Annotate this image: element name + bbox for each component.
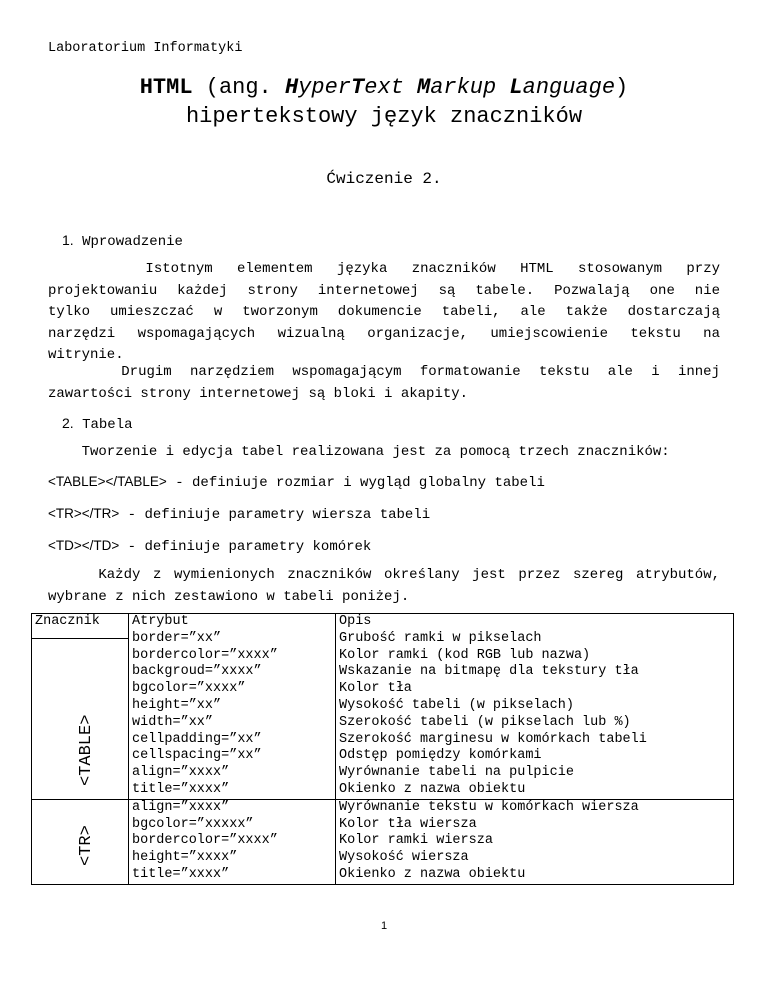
paragraph-line: projektowaniu każdej strony internetowej są tabele. Pozwalają one nie <box>48 282 720 299</box>
title-letter-h: H <box>284 75 299 100</box>
tag-cell-table <box>32 638 129 799</box>
description: Okienko z nazwa obiektu <box>339 866 526 882</box>
description: Kolor ramki (kod RGB lub nazwa) <box>339 647 591 663</box>
description: Kolor ramki wiersza <box>339 833 493 849</box>
tag-description: - definiuje parametry wiersza tabeli <box>119 507 431 523</box>
tag-name: <TR></TR> <box>48 506 120 521</box>
table-header-tag: Znacznik <box>32 614 129 639</box>
tag-label-table: <TABLE> <box>77 714 96 786</box>
title-arkup: arkup <box>430 75 510 100</box>
paragraph-attributes <box>48 565 720 608</box>
document-subtitle: hipertekstowy język znaczników <box>185 104 583 129</box>
document-title <box>0 75 768 100</box>
paragraph-table-intro: Tworzenie i edycja tabel realizowana jest za pomocą trzech znaczników: <box>48 444 670 460</box>
title-letter-l: L <box>509 75 523 100</box>
attribute: align=”xxxx” <box>132 799 230 815</box>
table-descriptions-tr-group <box>336 799 734 884</box>
paragraph-intro <box>48 259 720 367</box>
title-yper: yper <box>298 75 351 100</box>
title-ext: ext <box>364 75 417 100</box>
paragraph-line: witrynie. <box>48 347 124 363</box>
tag-label-tr: <TR> <box>77 824 96 866</box>
tag-cell-tr <box>32 799 129 884</box>
description: Okienko z nazwa obiektu <box>339 781 526 797</box>
description: Grubość ramki w pikselach <box>339 630 542 646</box>
paragraph-line: zawartości strony internetowej są bloki i akapity. <box>48 385 469 402</box>
attribute: title=”xxxx” <box>132 866 230 882</box>
tag-description: - definiuje rozmiar i wygląd globalny tabeli <box>166 475 545 491</box>
attribute: bordercolor=”xxxx” <box>132 833 278 849</box>
attribute: backgroud=”xxxx” <box>132 664 262 680</box>
description: Wyrównanie tabeli na pulpicie <box>339 765 574 781</box>
attribute: title=”xxxx” <box>132 781 230 797</box>
description: Szerokość marginesu w komórkach tabeli <box>339 731 647 747</box>
attribute: width=”xx” <box>132 714 214 730</box>
table-descriptions-table-group <box>336 614 734 800</box>
attribute: cellpadding=”xx” <box>132 731 262 747</box>
tag-line-table <box>48 474 545 491</box>
section-2-title: Tabela <box>82 417 133 433</box>
title-letter-t: T <box>350 75 365 100</box>
attribute: bgcolor=”xxxxx” <box>132 816 254 832</box>
table-header-desc: Opis <box>339 614 372 629</box>
title-letter-m: M <box>417 75 431 100</box>
section-2-number: 2. <box>62 415 74 431</box>
table-header-attr: Atrybut <box>132 614 189 629</box>
description: Odstęp pomiędzy komórkami <box>339 748 542 764</box>
tag-description: - definiuje parametry komórek <box>119 539 372 555</box>
description: Kolor tła wiersza <box>339 816 477 832</box>
section-1-heading <box>62 232 183 250</box>
tag-name: <TD></TD> <box>48 538 120 553</box>
attribute: align=”xxxx” <box>132 765 230 781</box>
paragraph-line: Drugim narzędziem wspomagającym formatowanie tekstu ale i innej <box>48 364 720 380</box>
section-1-title: Wprowadzenie <box>82 234 183 250</box>
attribute: height=”xxxx” <box>132 850 238 866</box>
table-attributes-tr-group <box>129 799 336 884</box>
description: Kolor tła <box>339 681 412 697</box>
page-number: 1 <box>380 920 388 932</box>
paragraph-line: Istotnym elementem języka znaczników HTML stosowanym przy <box>48 261 720 277</box>
attribute: height=”xx” <box>132 697 222 713</box>
title-html: HTML <box>139 75 193 100</box>
attribute: bordercolor=”xxxx” <box>132 647 278 663</box>
description: Wskazanie na bitmapę dla tekstury tła <box>339 664 639 680</box>
title-anguage: anguage <box>522 75 616 100</box>
paragraph-line: narzędzi wspomagających wizualną organizacje, umiejscowienie tekstu na <box>48 325 720 342</box>
attribute: bgcolor=”xxxx” <box>132 681 246 697</box>
attributes-table <box>31 613 734 885</box>
table-attributes-table-group <box>129 614 336 800</box>
section-2-heading <box>62 415 133 433</box>
table-group-tr <box>32 799 734 884</box>
description: Wyrównanie tekstu w komórkach wiersza <box>339 799 639 815</box>
document-header: Laboratorium Informatyki <box>48 41 243 56</box>
paragraph-line: tylko umieszczać w tworzonym dokumencie tabeli, ale także dostarczają <box>48 304 720 320</box>
attribute: cellspacing=”xx” <box>132 748 262 764</box>
description: Wysokość tabeli (w pikselach) <box>339 697 574 713</box>
paragraph-blocks <box>48 362 720 405</box>
description: Wysokość wiersza <box>339 850 469 866</box>
description: Szerokość tabeli (w pikselach lub %) <box>339 714 631 730</box>
section-1-number: 1. <box>62 232 74 248</box>
title-ang: (ang. <box>192 75 285 100</box>
tag-name: <TABLE></TABLE> <box>48 474 167 489</box>
tag-line-td <box>48 538 371 555</box>
title-close-paren: ) <box>615 75 629 100</box>
table-header-row <box>32 614 734 639</box>
paragraph-line: Każdy z wymienionych znaczników określany jest przez szereg atrybutów, <box>48 567 720 583</box>
exercise-heading: Ćwiczenie 2. <box>326 170 442 188</box>
paragraph-line: wybrane z nich zestawiono w tabeli poniżej. <box>48 588 410 605</box>
tag-line-tr <box>48 506 430 523</box>
attribute: border=”xx” <box>132 630 222 646</box>
